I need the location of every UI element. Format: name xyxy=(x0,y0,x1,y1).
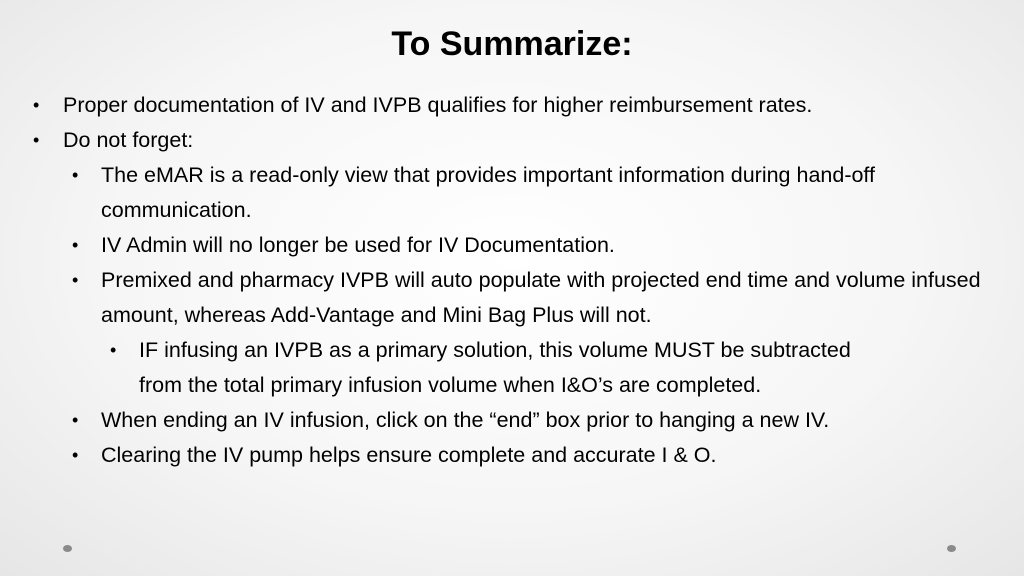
bullet-dot-icon: • xyxy=(72,165,79,185)
sub-bullet-item xyxy=(0,263,1024,333)
bullet-dot-icon: • xyxy=(72,235,79,255)
bullet-text: Clearing the IV pump helps ensure complete and accurate I & O. xyxy=(101,443,717,467)
bullet-text: The eMAR is a read-only view that provides important information during hand-off communication. xyxy=(101,163,875,222)
bullet-dot-icon: • xyxy=(110,340,117,360)
bullet-dot-icon: • xyxy=(33,95,40,115)
sub-sub-bullet-item xyxy=(0,333,1024,403)
bullet-list xyxy=(0,88,1024,473)
bullet-item xyxy=(0,123,1024,158)
sub-bullet-item xyxy=(0,228,1024,263)
bullet-text: Premixed and pharmacy IVPB will auto populate with projected end time and volume infused amount, whereas Add-Vantage and Mini Bag Plus will not. xyxy=(101,268,981,327)
bullet-text: When ending an IV infusion, click on the “end” box prior to hanging a new IV. xyxy=(101,408,830,432)
bullet-item xyxy=(0,88,1024,123)
bullet-text: IV Admin will no longer be used for IV Documentation. xyxy=(101,233,615,257)
bullet-text: IF infusing an IVPB as a primary solution, this volume MUST be subtracted from the total primary infusion volume when I&O’s are completed. xyxy=(139,338,851,397)
bullet-dot-icon: • xyxy=(72,410,79,430)
sub-bullet-item xyxy=(0,158,1024,228)
bullet-dot-icon: • xyxy=(33,130,40,150)
sub-bullet-item xyxy=(0,438,1024,473)
slide-title: To Summarize: xyxy=(391,25,633,63)
sub-bullet-item xyxy=(0,403,1024,438)
decorative-dot-icon xyxy=(63,545,72,552)
bullet-text: Proper documentation of IV and IVPB qualifies for higher reimbursement rates. xyxy=(63,93,813,117)
decorative-dot-icon xyxy=(947,545,956,552)
bullet-dot-icon: • xyxy=(72,445,79,465)
bullet-text: Do not forget: xyxy=(63,128,194,152)
bullet-dot-icon: • xyxy=(72,270,79,290)
